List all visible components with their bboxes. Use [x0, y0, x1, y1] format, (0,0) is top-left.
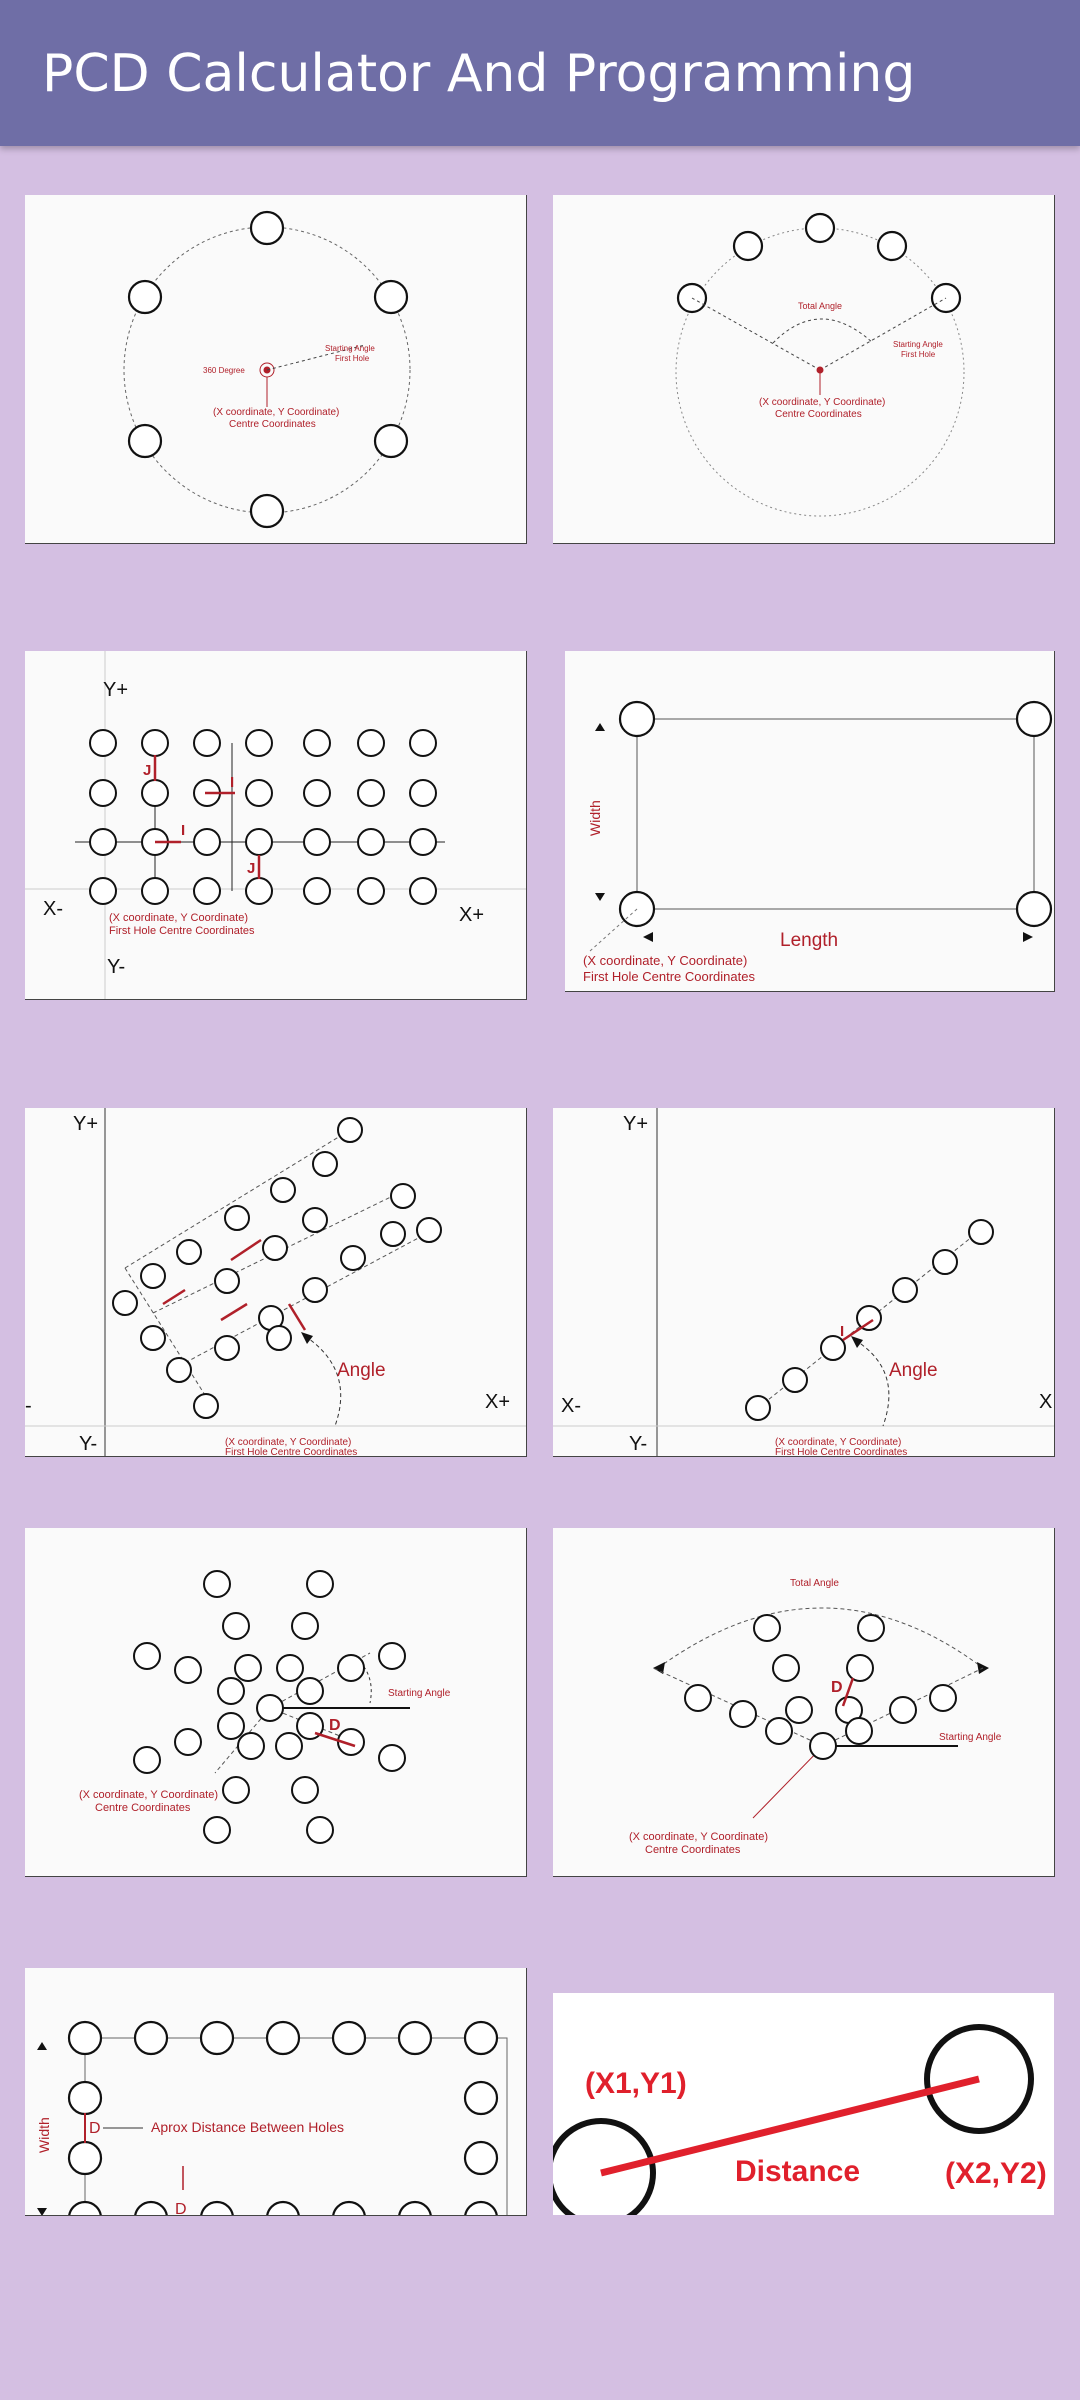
label-d2: D: [175, 2201, 187, 2215]
angled-line-diagram: [553, 1108, 1054, 1456]
card-grid-pattern[interactable]: [25, 651, 527, 1000]
label-p1: (X1,Y1): [585, 2067, 687, 2100]
label-centre: Centre Coordinates: [95, 1802, 191, 1814]
label-length: Length: [780, 930, 839, 951]
angled-grid-diagram: [25, 1108, 526, 1456]
label-coords: (X coordinate, Y Coordinate): [213, 407, 340, 418]
label-width: Width: [587, 800, 603, 836]
label-i2: I: [181, 822, 186, 839]
label-centre: Centre Coordinates: [775, 409, 862, 420]
app-bar: [0, 0, 1080, 146]
card-pcd-arc[interactable]: [553, 195, 1055, 544]
label-yminus: Y-: [629, 1433, 648, 1455]
multi-pcd-circle-diagram: [25, 1528, 526, 1876]
label-coords: (X coordinate, Y Coordinate): [79, 1789, 219, 1801]
card-rectangle-pattern[interactable]: [565, 651, 1055, 992]
label-i: I: [840, 1323, 845, 1340]
label-coords: (X coordinate, Y Coordinate): [759, 397, 886, 408]
label-first: First Hole Centre Coordinates: [583, 969, 755, 984]
label-angle: Angle: [337, 1360, 386, 1381]
label-xminus: X-: [561, 1395, 581, 1417]
label-distance: Distance: [735, 2155, 861, 2188]
label-start: Starting Angle: [325, 344, 375, 353]
label-first: First Hole: [901, 350, 936, 359]
label-total: Total Angle: [798, 301, 843, 311]
rectangle-pattern-diagram: [565, 651, 1054, 991]
label-yplus: Y+: [623, 1113, 649, 1135]
label-start: Starting Angle: [893, 340, 943, 349]
label-total: Total Angle: [790, 1578, 839, 1589]
label-d: D: [329, 1717, 341, 1734]
card-multi-pcd-arc[interactable]: [553, 1528, 1055, 1877]
label-angle: Angle: [889, 1360, 938, 1381]
label-first: First Hole Centre Coordinates: [109, 925, 255, 937]
label-yminus: Y-: [79, 1433, 98, 1455]
label-centre: Centre Coordinates: [645, 1844, 741, 1856]
label-j1: J: [143, 762, 152, 779]
label-first: First Hole Centre Coordinates: [225, 1447, 358, 1456]
card-distance-two-points[interactable]: [553, 1993, 1054, 2215]
multi-pcd-arc-diagram: [553, 1528, 1054, 1876]
pcd-arc-diagram: [553, 195, 1054, 543]
label-start: Starting Angle: [939, 1732, 1002, 1743]
label-i1: I: [230, 774, 235, 791]
card-multi-pcd-circle[interactable]: [25, 1528, 527, 1877]
label-coords: (X coordinate, Y Coordinate): [225, 1437, 352, 1448]
label-yplus: Y+: [73, 1113, 99, 1135]
label-x: X: [1039, 1391, 1053, 1413]
label-360: 360 Degree: [203, 366, 245, 375]
card-angled-line[interactable]: [553, 1108, 1055, 1457]
label-yplus: Y+: [103, 679, 129, 701]
label-d: D: [831, 1679, 843, 1696]
label-xminus: X-: [43, 898, 63, 920]
label-start: Starting Angle: [388, 1688, 451, 1699]
label-width: Width: [36, 2117, 52, 2153]
label-centre: Centre Coordinates: [229, 419, 316, 430]
app-title: PCD Calculator And Programming: [42, 44, 916, 104]
rectangle-perimeter-diagram: [25, 1968, 526, 2215]
card-rectangle-perimeter[interactable]: [25, 1968, 527, 2216]
label-yminus: Y-: [107, 956, 126, 978]
label-dash: -: [25, 1395, 32, 1417]
label-coords: (X coordinate, Y Coordinate): [629, 1831, 769, 1843]
distance-diagram: [553, 1993, 1054, 2215]
label-xplus: X+: [485, 1391, 511, 1413]
label-p2: (X2,Y2): [945, 2157, 1047, 2190]
label-first: First Hole: [335, 354, 370, 363]
label-j2: J: [247, 860, 256, 877]
pcd-full-circle-diagram: [25, 195, 526, 543]
card-angled-grid[interactable]: [25, 1108, 527, 1457]
grid-pattern-diagram: [25, 651, 526, 999]
label-coords: (X coordinate, Y Coordinate): [775, 1437, 902, 1448]
label-xplus: X+: [459, 904, 485, 926]
label-first: First Hole Centre Coordinates: [775, 1447, 908, 1456]
card-pcd-full-circle[interactable]: [25, 195, 527, 544]
label-coords: (X coordinate, Y Coordinate): [583, 953, 748, 968]
label-aprox: Aprox Distance Between Holes: [151, 2119, 344, 2135]
label-d: D: [89, 2120, 101, 2137]
label-coords: (X coordinate, Y Coordinate): [109, 912, 249, 924]
